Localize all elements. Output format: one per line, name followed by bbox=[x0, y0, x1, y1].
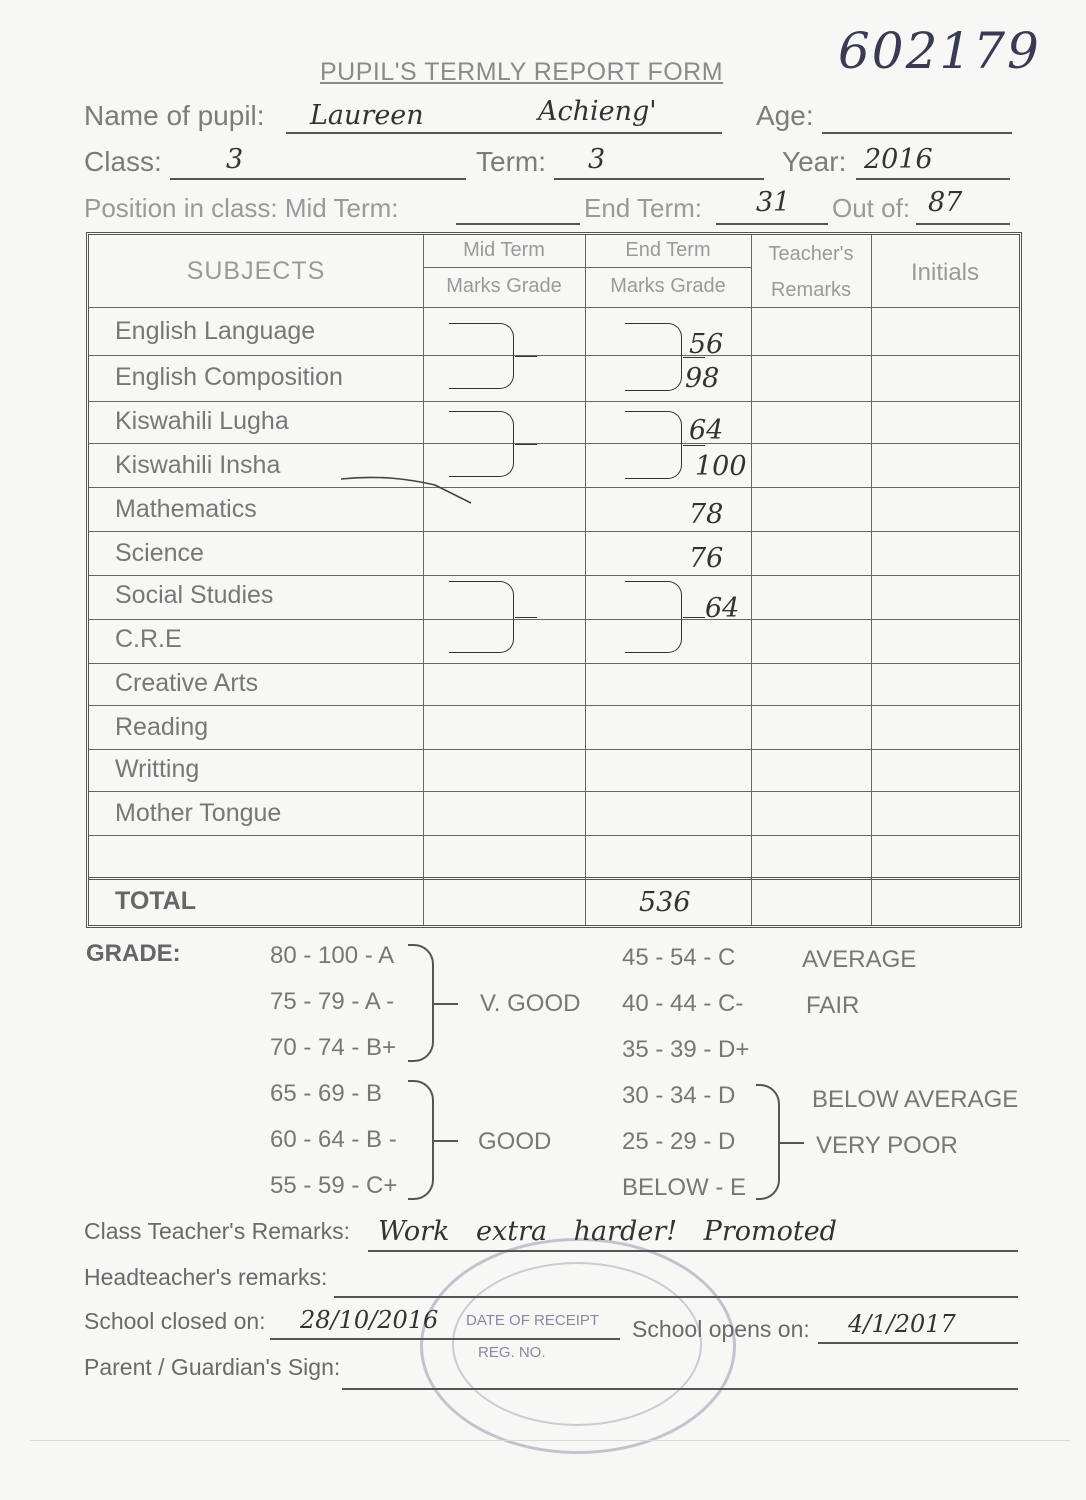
year-label: Year: bbox=[782, 146, 847, 177]
v-good-bracket bbox=[408, 944, 434, 1062]
remarks-subheader: Remarks bbox=[770, 279, 851, 301]
table-col-divider bbox=[585, 235, 586, 925]
school-closed-label: School closed on: bbox=[84, 1308, 266, 1334]
row-divider bbox=[89, 619, 1019, 620]
parent-sign-label: Parent / Guardian's Sign: bbox=[84, 1354, 341, 1380]
mark-mathematics: 78 bbox=[689, 499, 724, 530]
mark-science: 76 bbox=[689, 543, 724, 574]
row-divider bbox=[89, 443, 1019, 444]
table-col-divider bbox=[423, 235, 424, 925]
subject-creative-arts: Creative Arts bbox=[115, 669, 259, 697]
year-field[interactable] bbox=[856, 146, 1010, 180]
good-bracket bbox=[408, 1080, 434, 1200]
position-label: Position in class: Mid Term: bbox=[84, 193, 399, 223]
mid-term-bracket bbox=[449, 581, 514, 653]
grade-range: BELOW - E bbox=[622, 1174, 747, 1201]
mid-term-subheader: Marks Grade bbox=[446, 275, 562, 297]
class-teacher-remarks-field[interactable] bbox=[368, 1214, 1018, 1252]
header-sub-divider bbox=[423, 267, 751, 268]
class-label: Class: bbox=[84, 146, 162, 177]
headteacher-remarks-field[interactable] bbox=[334, 1264, 1018, 1298]
subject-kiswahili-lugha: Kiswahili Lugha bbox=[115, 407, 289, 435]
average-label: AVERAGE bbox=[802, 946, 917, 973]
mid-term-position-field[interactable] bbox=[456, 193, 580, 225]
year-value: 2016 bbox=[864, 144, 933, 175]
term-label: Term: bbox=[476, 146, 546, 177]
row-divider bbox=[89, 705, 1019, 706]
grade-range: 30 - 34 - D bbox=[622, 1082, 736, 1109]
pupil-first-name: Laureen bbox=[310, 100, 424, 131]
table-col-divider bbox=[871, 235, 872, 925]
mark-english-language: 56 bbox=[689, 329, 724, 360]
class-teacher-remarks-label: Class Teacher's Remarks: bbox=[84, 1218, 350, 1244]
grade-range: 25 - 29 - D bbox=[622, 1128, 736, 1155]
end-term-bracket bbox=[625, 411, 682, 479]
headteacher-remarks-label: Headteacher's remarks: bbox=[84, 1264, 328, 1290]
row-divider bbox=[89, 487, 1019, 488]
reference-number: 602179 bbox=[838, 22, 1041, 80]
total-marks: 536 bbox=[639, 887, 691, 918]
total-divider bbox=[89, 877, 1019, 880]
row-divider bbox=[89, 575, 1019, 576]
row-divider bbox=[89, 355, 1019, 356]
end-term-subheader: Marks Grade bbox=[610, 275, 726, 297]
school-closed-date: 28/10/2016 bbox=[300, 1306, 439, 1334]
subject-english-language: English Language bbox=[115, 317, 316, 345]
stray-pen-stroke bbox=[339, 465, 479, 515]
form-title: PUPIL'S TERMLY REPORT FORM bbox=[320, 58, 724, 86]
grade-range: 55 - 59 - C+ bbox=[270, 1172, 398, 1199]
stamp-date-label: DATE OF RECEIPT bbox=[466, 1312, 600, 1329]
page-edge bbox=[30, 1440, 1070, 1441]
fair-label: FAIR bbox=[806, 992, 860, 1019]
subject-mother-tongue: Mother Tongue bbox=[115, 799, 282, 827]
mark-english-composition: 98 bbox=[685, 363, 720, 394]
end-term-bracket bbox=[625, 581, 682, 653]
subject-science: Science bbox=[115, 539, 204, 567]
grade-key-label: GRADE: bbox=[86, 940, 181, 967]
name-field[interactable] bbox=[286, 96, 722, 134]
row-divider bbox=[89, 791, 1019, 792]
total-label: TOTAL bbox=[115, 887, 197, 915]
row-divider bbox=[89, 307, 1019, 308]
subject-kiswahili-insha: Kiswahili Insha bbox=[115, 451, 281, 479]
remarks-header: Teacher's bbox=[768, 243, 854, 265]
term-field[interactable] bbox=[554, 146, 764, 180]
table-col-divider bbox=[751, 235, 752, 925]
row-divider bbox=[89, 531, 1019, 532]
age-label: Age: bbox=[756, 100, 814, 131]
out-of-label: Out of: bbox=[832, 193, 911, 223]
subject-reading: Reading bbox=[115, 713, 209, 741]
end-term-label: End Term: bbox=[584, 193, 703, 223]
grade-range: 40 - 44 - C- bbox=[622, 990, 744, 1017]
end-term-position-value: 31 bbox=[756, 187, 791, 218]
school-opens-date: 4/1/2017 bbox=[848, 1310, 956, 1338]
age-field[interactable] bbox=[822, 100, 1012, 134]
mid-term-bracket bbox=[449, 323, 514, 389]
grade-range: 75 - 79 - A - bbox=[270, 988, 395, 1015]
row-divider bbox=[89, 835, 1019, 836]
v-good-label: V. GOOD bbox=[480, 990, 581, 1017]
subjects-header: SUBJECTS bbox=[186, 257, 326, 285]
subject-mathematics: Mathematics bbox=[115, 495, 257, 523]
stamp-reg-label: REG. NO. bbox=[478, 1344, 546, 1361]
subject-social-studies: Social Studies bbox=[115, 581, 274, 609]
out-of-field[interactable] bbox=[916, 187, 1010, 225]
class-value: 3 bbox=[226, 144, 244, 175]
row-divider bbox=[89, 663, 1019, 664]
school-opens-label: School opens on: bbox=[632, 1316, 810, 1342]
mark-kiswahili-insha: 100 bbox=[695, 451, 747, 482]
class-teacher-remark: Work extra harder! Promoted bbox=[378, 1216, 837, 1247]
grade-range: 60 - 64 - B - bbox=[270, 1126, 397, 1153]
term-value: 3 bbox=[588, 144, 606, 175]
initials-header: Initials bbox=[910, 259, 980, 286]
pupil-last-name: Achieng' bbox=[538, 96, 657, 127]
very-poor-label: VERY POOR bbox=[816, 1132, 958, 1159]
out-of-value: 87 bbox=[928, 187, 963, 218]
end-term-bracket bbox=[625, 323, 682, 391]
below-average-label: BELOW AVERAGE bbox=[812, 1086, 1019, 1113]
subject-english-composition: English Composition bbox=[115, 363, 343, 391]
row-divider bbox=[89, 749, 1019, 750]
grade-range: 70 - 74 - B+ bbox=[270, 1034, 397, 1061]
grade-range: 65 - 69 - B bbox=[270, 1080, 383, 1107]
below-average-bracket bbox=[756, 1084, 780, 1200]
class-field[interactable] bbox=[170, 146, 466, 180]
mark-kiswahili-lugha: 64 bbox=[689, 415, 724, 446]
mark-social-studies-cre: 64 bbox=[705, 593, 740, 624]
marks-table bbox=[86, 232, 1022, 928]
subject-cre: C.R.E bbox=[115, 625, 182, 653]
end-term-header: End Term bbox=[625, 239, 711, 261]
name-label: Name of pupil: bbox=[84, 100, 265, 131]
row-divider bbox=[89, 401, 1019, 402]
grade-range: 45 - 54 - C bbox=[622, 944, 736, 971]
subject-writting: Writting bbox=[115, 755, 200, 783]
end-term-position-field[interactable] bbox=[716, 187, 828, 225]
school-opens-field[interactable] bbox=[818, 1308, 1018, 1344]
mid-term-header: Mid Term bbox=[463, 239, 545, 261]
parent-sign-field[interactable] bbox=[342, 1356, 1018, 1390]
school-closed-field[interactable] bbox=[270, 1304, 620, 1340]
grade-range: 80 - 100 - A bbox=[270, 942, 395, 969]
grade-range: 35 - 39 - D+ bbox=[622, 1036, 750, 1063]
good-label: GOOD bbox=[478, 1128, 552, 1155]
